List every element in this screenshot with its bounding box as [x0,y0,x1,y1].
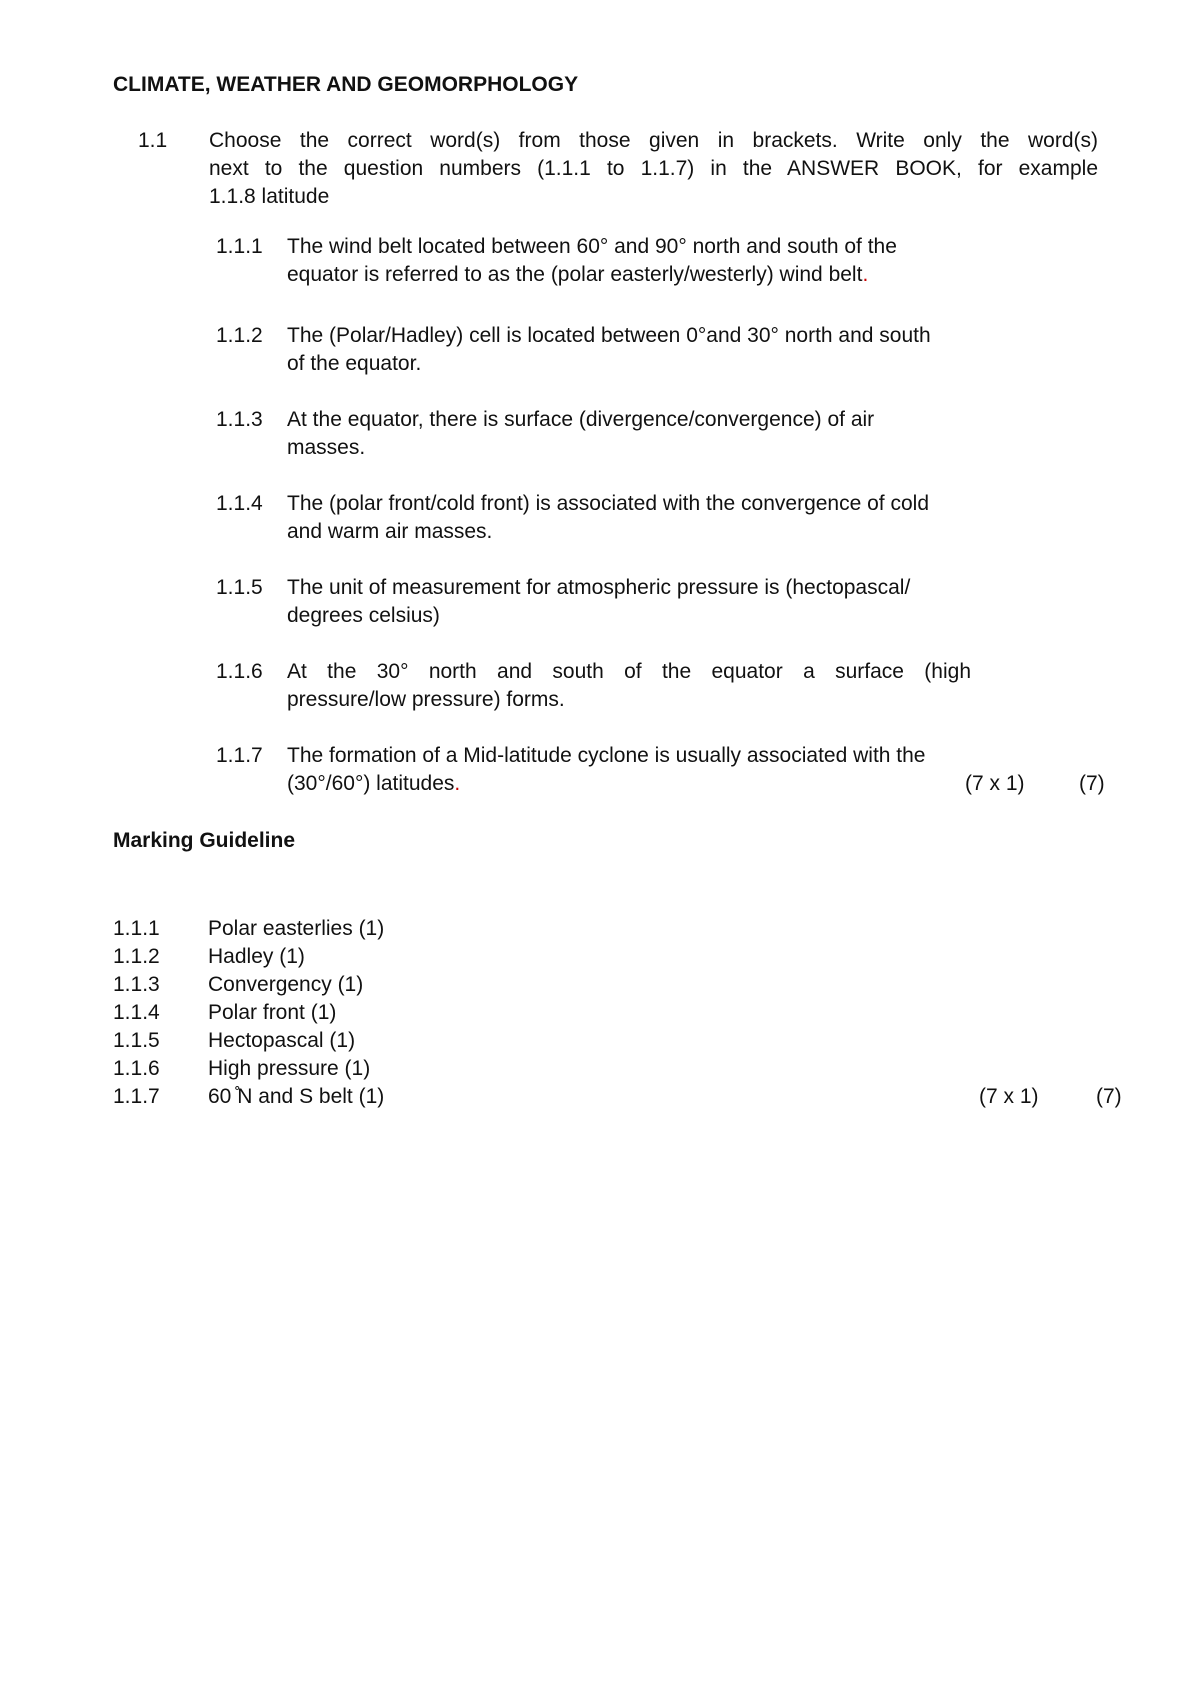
answer-number: 1.1.7 [113,1085,160,1108]
question-line: of the equator. [287,352,422,375]
question-line: equator is referred to as the (polar easterly/westerly) wind belt [287,263,863,286]
question-line: and warm air masses. [287,520,493,543]
question-line: masses. [287,436,366,459]
answer-number: 1.1.4 [113,1001,160,1024]
answer-number: 1.1.1 [113,917,160,940]
question-item-text [287,658,1047,714]
question-line: degrees celsius) [287,604,440,627]
page-title: CLIMATE, WEATHER AND GEOMORPHOLOGY [113,73,579,96]
question-item-number: 1.1.7 [216,744,263,767]
answer-text: Polar front (1) [208,1001,337,1024]
answer-text: Convergency (1) [208,973,364,996]
question-item-text [287,233,1047,289]
section-heading: Marking Guideline [113,829,296,852]
question-item-number: 1.1.1 [216,235,263,258]
question-item-text [287,490,1047,546]
question-item-number: 1.1.3 [216,408,263,431]
answer-number: 1.1.6 [113,1057,160,1080]
answer-row [113,999,1113,1027]
instruction-line: 1.1.8 latitude [209,185,330,208]
answer-row [113,943,1113,971]
answer-number: 1.1.3 [113,973,160,996]
question-line: (30°/60°) latitudes [287,772,455,795]
red-period-mark: . [454,772,461,795]
answer-text: High pressure (1) [208,1057,371,1080]
question-item-number: 1.1.4 [216,492,263,515]
answer-number: 1.1.2 [113,945,160,968]
answer-text: Polar easterlies (1) [208,917,385,940]
question-item-number: 1.1.2 [216,324,263,347]
instruction-line: Choose the correct word(s) from those given in brackets. Write only the word(s) [209,129,1098,152]
question-line: At the 30° north and south of the equator a surface (high [287,660,971,683]
question-line: At the equator, there is surface (divergence/convergence) of air [287,408,875,431]
answer-row [113,915,1113,943]
answer-row [113,1083,1113,1111]
question-line: The (polar front/cold front) is associated with the convergence of cold [287,492,929,515]
question-item-number: 1.1.5 [216,576,263,599]
question-number: 1.1 [138,129,168,152]
question-item-text [287,406,1047,462]
question-item-number: 1.1.6 [216,660,263,683]
question-instructions [209,127,1098,211]
question-item-text [287,322,1047,378]
answer-row [113,971,1113,999]
red-period-mark: . [862,263,869,286]
mark-total: (7) [1079,772,1105,795]
answer-mark-total: (7) [1096,1085,1122,1108]
answer-number: 1.1.5 [113,1029,160,1052]
question-item-text [287,742,1047,798]
answer-row [113,1055,1113,1083]
answer-row [113,1027,1113,1055]
answer-mark-breakdown: (7 x 1) [979,1085,1039,1108]
question-item-text [287,574,1047,630]
question-line: pressure/low pressure) forms. [287,688,565,711]
instruction-line: next to the question numbers (1.1.1 to 1.1.7) in the ANSWER BOOK, for example [209,157,1098,180]
mark-breakdown: (7 x 1) [965,772,1025,795]
question-line: The unit of measurement for atmospheric pressure is (hectopascal/ [287,576,911,599]
answer-text: Hectopascal (1) [208,1029,356,1052]
question-line: The formation of a Mid-latitude cyclone is usually associated with the [287,744,926,767]
question-line: The (Polar/Hadley) cell is located between 0°and 30° north and south [287,324,931,347]
answer-text: Hadley (1) [208,945,305,968]
answer-text: 60 ̊N and S belt (1) [208,1085,385,1108]
question-line: The wind belt located between 60° and 90° north and south of the [287,235,897,258]
